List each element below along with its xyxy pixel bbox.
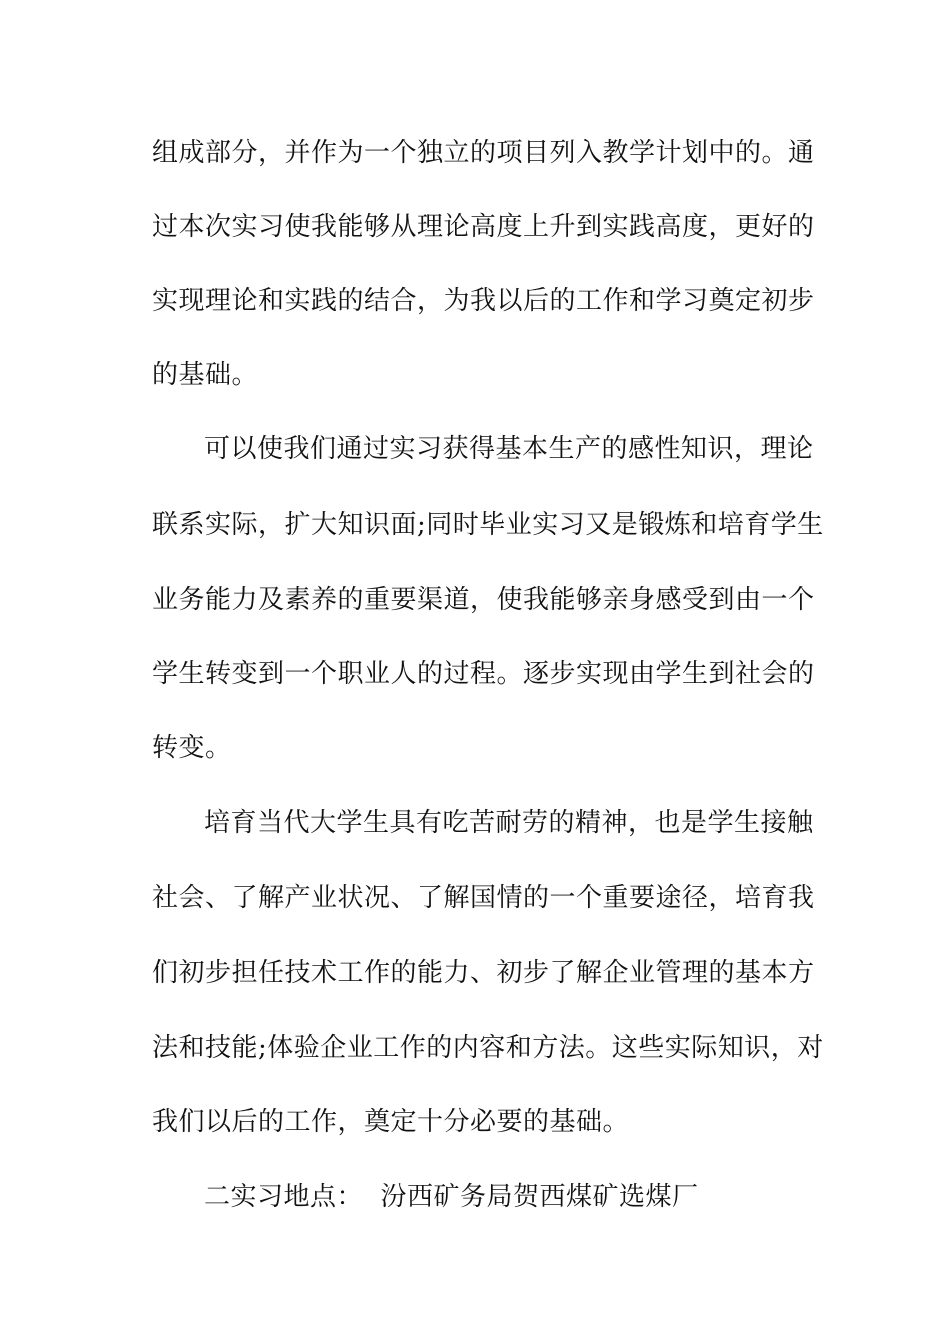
text-line: 学生转变到一个职业人的过程。逐步实现由学生到社会的 bbox=[152, 659, 815, 689]
text-line: 我们以后的工作，奠定十分必要的基础。 bbox=[152, 1107, 630, 1137]
text-line: 组成部分，并作为一个独立的项目列入教学计划中的。通 bbox=[152, 138, 815, 168]
paragraph-first-line: 培育当代大学生具有吃苦耐劳的精神，也是学生接触 bbox=[204, 808, 814, 838]
text-line: 实现理论和实践的结合，为我以后的工作和学习奠定初步 bbox=[152, 286, 815, 316]
paragraph-first-line: 可以使我们通过实习获得基本生产的感性知识，理论 bbox=[204, 434, 814, 464]
text-line: 法和技能;体验企业工作的内容和方法。这些实际知识，对 bbox=[152, 1033, 824, 1063]
text-line: 的基础。 bbox=[152, 360, 259, 390]
text-line: 转变。 bbox=[152, 733, 232, 763]
internship-location-line: 二实习地点： 汾西矿务局贺西煤矿选煤厂 bbox=[204, 1182, 699, 1212]
text-line: 业务能力及素养的重要渠道，使我能够亲身感受到由一个 bbox=[152, 585, 815, 615]
text-line: 联系实际，扩大知识面;同时毕业实习又是锻炼和培育学生 bbox=[152, 510, 824, 540]
text-line: 过本次实习使我能够从理论高度上升到实践高度，更好的 bbox=[152, 212, 815, 242]
text-line: 们初步担任技术工作的能力、初步了解企业管理的基本方 bbox=[152, 958, 815, 988]
text-line: 社会、了解产业状况、了解国情的一个重要途径，培育我 bbox=[152, 883, 815, 913]
